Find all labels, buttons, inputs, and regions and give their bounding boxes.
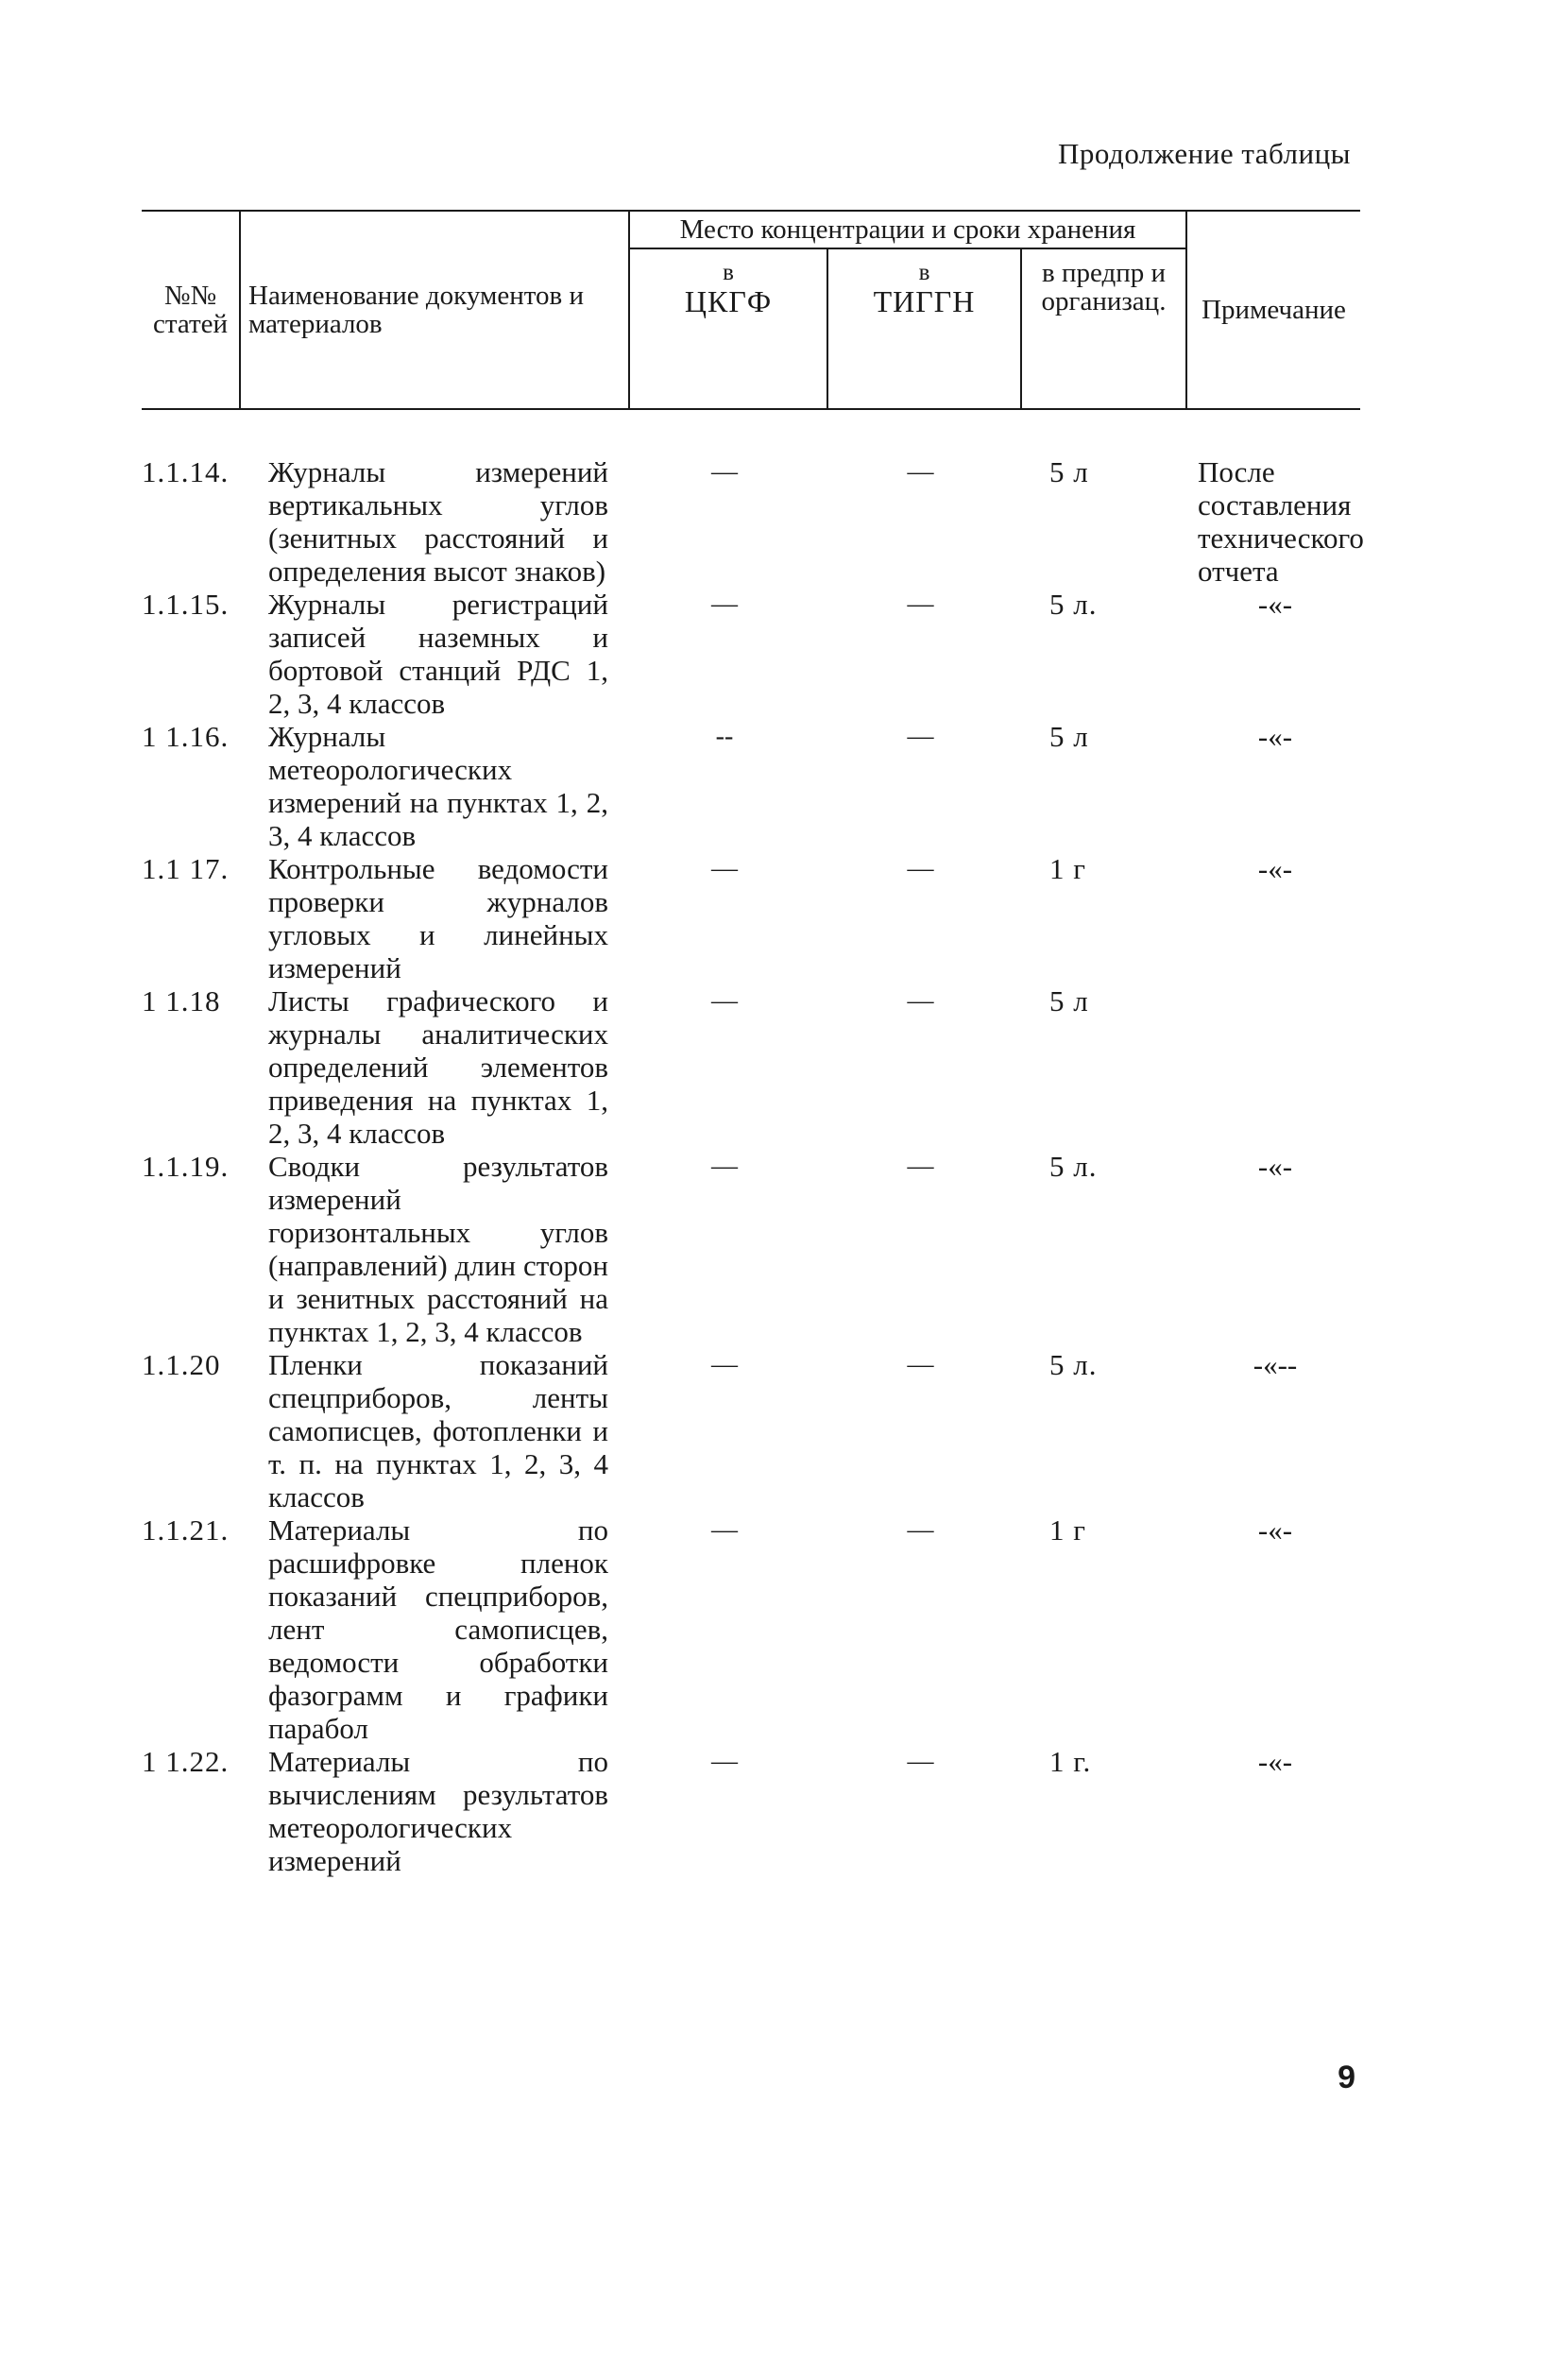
- table-row: [142, 1150, 1360, 1348]
- cell-tiggn: —: [907, 986, 934, 1016]
- cell-name: Материалы по расшифровке пленок показаний спецприборов, лент самописцев, ведомости обработки фазограмм и графики парабол: [268, 1513, 608, 1745]
- cell-note: -«-: [1257, 1513, 1293, 1547]
- cell-tiggn: —: [907, 1152, 934, 1181]
- cell-tiggn: —: [907, 722, 934, 751]
- cell-name: Материалы по вычислениям результатов метеорологических измерений: [268, 1745, 608, 1877]
- table-row: [142, 455, 1360, 588]
- col-header-tiggn-label: ТИГГН: [873, 284, 976, 318]
- cell-ckgf: —: [711, 1152, 738, 1181]
- table-row: [142, 720, 1360, 852]
- cell-note: -«--: [1253, 1348, 1298, 1381]
- continuation-caption: Продолжение таблицы: [1058, 137, 1351, 170]
- cell-name: Контрольные ведомости проверки журналов угловых и линейных измерений: [268, 852, 608, 984]
- cell-tiggn: —: [907, 1747, 934, 1776]
- cell-tiggn: —: [907, 457, 934, 487]
- table-row: [142, 1348, 1360, 1513]
- cell-term: 1 г.: [1049, 1745, 1092, 1778]
- cell-term: 5 л.: [1049, 588, 1098, 621]
- cell-name: Пленки показаний спецприборов, ленты самописцев, фотопленки и т. п. на пунктах 1, 2, 3, 4 классов: [268, 1348, 608, 1513]
- cell-ckgf: —: [711, 590, 738, 619]
- table-body: [142, 409, 1364, 1877]
- cell-term: 5 л.: [1049, 1150, 1098, 1183]
- cell-term: 5 л: [1049, 720, 1089, 753]
- cell-note: -«-: [1257, 852, 1293, 885]
- cell-num: 1.1.15.: [142, 588, 230, 621]
- cell-ckgf: —: [711, 1515, 738, 1545]
- table-row: [142, 984, 1360, 1150]
- cell-num: 1.1.19.: [142, 1150, 230, 1183]
- cell-term: 5 л.: [1049, 1348, 1098, 1381]
- cell-num: 1.1.21.: [142, 1513, 230, 1547]
- cell-ckgf: —: [711, 1350, 738, 1379]
- cell-ckgf: —: [711, 1747, 738, 1776]
- cell-tiggn: —: [907, 1350, 934, 1379]
- cell-note: [1186, 984, 1360, 1150]
- col-header-tiggn: [827, 248, 1021, 409]
- cell-tiggn: —: [907, 590, 934, 619]
- table-header: [142, 211, 1360, 409]
- col-header-place: Место концентрации и сроки хранения: [629, 211, 1186, 248]
- cell-note: -«-: [1257, 720, 1293, 753]
- col-header-ckgf: [629, 248, 827, 409]
- cell-note: -«-: [1257, 1150, 1293, 1183]
- cell-tiggn: —: [907, 1515, 934, 1545]
- cell-name: Сводки результатов измерений горизонтальных углов (направлений) длин сторон и зенитных расстояний на пунктах 1, 2, 3, 4 классов: [268, 1150, 608, 1348]
- cell-note: -«-: [1257, 588, 1293, 621]
- table-row: [142, 1513, 1360, 1745]
- table-row: [142, 588, 1360, 720]
- cell-tiggn: —: [907, 854, 934, 883]
- col-header-org: в предпр и организац.: [1021, 248, 1186, 409]
- cell-name: Журналы измерений вертикальных углов (зенитных расстояний и определения высот знаков): [268, 455, 608, 588]
- col-header-ckgf-prefix: в: [723, 260, 734, 285]
- cell-ckgf: —: [711, 986, 738, 1016]
- col-header-name: Наименование документов и материалов: [240, 211, 629, 409]
- cell-name: Листы графического и журналы аналитических определений элементов приведения на пунктах 1, 2, 3, 4 классов: [268, 984, 608, 1150]
- col-header-ckgf-label: ЦКГФ: [684, 284, 773, 318]
- cell-num: 1.1 17.: [142, 852, 230, 885]
- col-header-note: Примечание: [1186, 211, 1360, 409]
- document-table: [142, 210, 1364, 1877]
- col-header-num: №№ статей: [142, 211, 240, 409]
- cell-num: 1.1.20: [142, 1348, 221, 1381]
- cell-term: 1 г: [1049, 1513, 1086, 1547]
- cell-term: 1 г: [1049, 852, 1086, 885]
- cell-num: 1 1.22.: [142, 1745, 230, 1778]
- cell-num: 1 1.16.: [142, 720, 230, 753]
- table-row: [142, 1745, 1360, 1877]
- cell-ckgf: --: [715, 722, 734, 751]
- table-row: [142, 852, 1360, 984]
- cell-note: -«-: [1257, 1745, 1293, 1778]
- cell-name: Журналы метеорологических измерений на пунктах 1, 2, 3, 4 классов: [268, 720, 608, 852]
- page-number: 9: [1338, 2060, 1355, 2095]
- cell-ckgf: —: [711, 854, 738, 883]
- col-header-tiggn-prefix: в: [918, 260, 930, 285]
- cell-name: Журналы регистраций записей наземных и бортовой станций РДС 1, 2, 3, 4 классов: [268, 588, 608, 720]
- cell-term: 5 л: [1049, 455, 1089, 488]
- cell-num: 1.1.14.: [142, 455, 230, 488]
- cell-term: 5 л: [1049, 984, 1089, 1017]
- cell-ckgf: —: [711, 457, 738, 487]
- cell-note: После составления технического отчета: [1198, 455, 1364, 588]
- cell-num: 1 1.18: [142, 984, 221, 1017]
